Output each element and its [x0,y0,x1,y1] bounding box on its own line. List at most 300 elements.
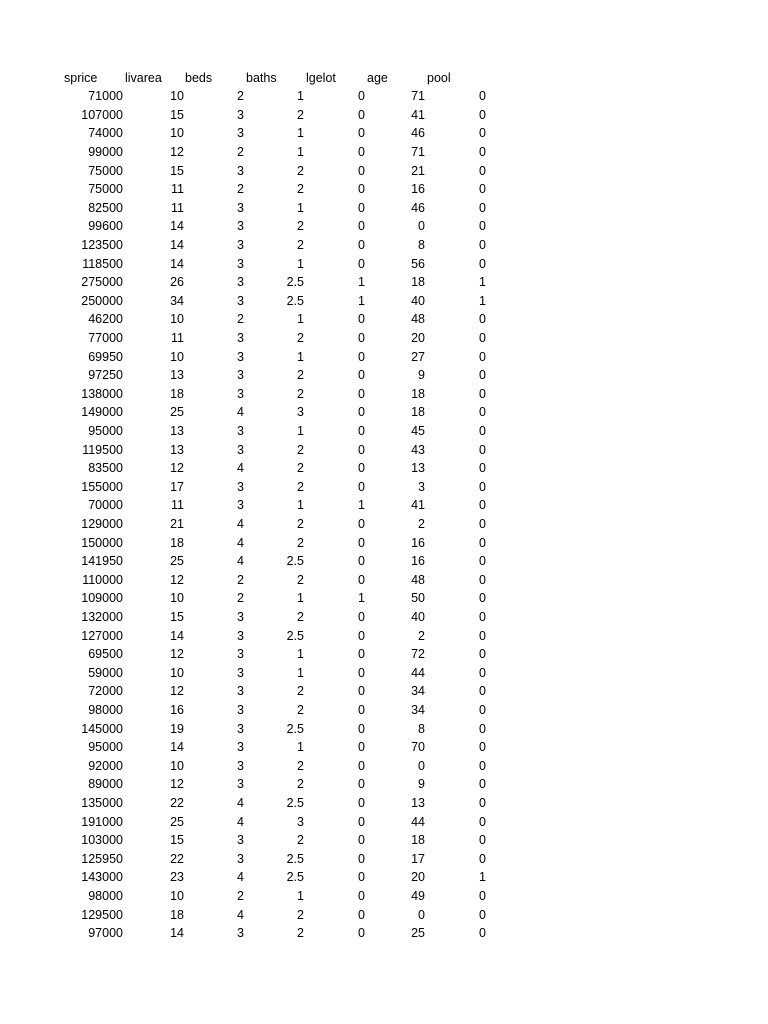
cell-age: 71 [411,89,425,104]
cell-beds: 4 [237,795,244,810]
cell-beds: 3 [237,721,244,736]
table-row [0,794,768,813]
table-row [0,589,768,608]
cell-baths: 2 [297,758,304,773]
cell-age: 17 [411,851,425,866]
cell-pool: 0 [479,107,486,122]
cell-baths: 2 [297,535,304,550]
cell-baths: 2.5 [286,870,304,885]
cell-beds: 2 [237,591,244,606]
cell-pool: 0 [479,349,486,364]
cell-baths: 1 [297,591,304,606]
table-row [0,552,768,571]
cell-beds: 4 [237,870,244,885]
table-row [0,403,768,422]
cell-livarea: 17 [170,479,184,494]
cell-beds: 3 [237,293,244,308]
cell-beds: 3 [237,163,244,178]
table-row [0,738,768,757]
cell-baths: 2 [297,926,304,941]
cell-pool: 0 [479,368,486,383]
cell-sprice: 95000 [88,740,123,755]
cell-sprice: 46200 [88,312,123,327]
cell-age: 34 [411,684,425,699]
cell-baths: 3 [297,405,304,420]
cell-baths: 1 [297,312,304,327]
cell-pool: 0 [479,702,486,717]
cell-lgelot: 0 [358,163,365,178]
cell-livarea: 21 [170,516,184,531]
cell-age: 20 [411,330,425,345]
cell-baths: 2 [297,907,304,922]
cell-livarea: 14 [170,926,184,941]
cell-sprice: 103000 [81,833,123,848]
cell-lgelot: 0 [358,628,365,643]
header-lgelot: lgelot [306,70,336,85]
table-row [0,534,768,553]
cell-pool: 0 [479,423,486,438]
cell-beds: 3 [237,740,244,755]
table-row [0,162,768,181]
cell-age: 20 [411,870,425,885]
cell-sprice: 97250 [88,368,123,383]
cell-livarea: 14 [170,740,184,755]
cell-baths: 1 [297,423,304,438]
cell-baths: 1 [297,200,304,215]
cell-lgelot: 0 [358,535,365,550]
cell-livarea: 16 [170,702,184,717]
cell-sprice: 59000 [88,665,123,680]
cell-sprice: 129000 [81,516,123,531]
cell-age: 2 [418,628,425,643]
cell-pool: 0 [479,554,486,569]
table-row [0,310,768,329]
table-row [0,701,768,720]
cell-lgelot: 0 [358,200,365,215]
cell-baths: 2.5 [286,628,304,643]
header-livarea: livarea [125,70,162,85]
cell-baths: 2.5 [286,721,304,736]
cell-lgelot: 0 [358,721,365,736]
cell-livarea: 12 [170,461,184,476]
cell-livarea: 10 [170,126,184,141]
cell-livarea: 12 [170,572,184,587]
cell-age: 21 [411,163,425,178]
table-row [0,924,768,943]
cell-age: 8 [418,721,425,736]
cell-sprice: 155000 [81,479,123,494]
cell-baths: 1 [297,498,304,513]
cell-lgelot: 0 [358,777,365,792]
table-row [0,106,768,125]
table-row [0,664,768,683]
cell-beds: 4 [237,461,244,476]
cell-pool: 0 [479,442,486,457]
table-row [0,906,768,925]
cell-livarea: 11 [171,200,184,215]
cell-livarea: 10 [170,591,184,606]
cell-age: 44 [411,665,425,680]
cell-beds: 4 [237,554,244,569]
table-row [0,329,768,348]
cell-lgelot: 0 [358,349,365,364]
cell-sprice: 99000 [88,144,123,159]
cell-baths: 1 [297,888,304,903]
cell-livarea: 10 [170,89,184,104]
cell-lgelot: 0 [358,330,365,345]
cell-sprice: 141950 [81,554,123,569]
cell-livarea: 13 [170,442,184,457]
cell-pool: 0 [479,237,486,252]
cell-pool: 0 [479,498,486,513]
cell-pool: 0 [479,758,486,773]
cell-beds: 3 [237,926,244,941]
cell-lgelot: 0 [358,386,365,401]
table-row [0,757,768,776]
cell-sprice: 95000 [88,423,123,438]
cell-sprice: 83500 [88,461,123,476]
cell-sprice: 107000 [81,107,123,122]
cell-sprice: 71000 [88,89,123,104]
cell-sprice: 97000 [88,926,123,941]
cell-age: 43 [411,442,425,457]
table-row [0,813,768,832]
cell-age: 13 [411,795,425,810]
cell-age: 0 [418,907,425,922]
cell-baths: 1 [297,144,304,159]
cell-pool: 0 [479,89,486,104]
cell-lgelot: 0 [358,740,365,755]
table-row [0,366,768,385]
cell-beds: 3 [237,330,244,345]
cell-pool: 0 [479,163,486,178]
table-row [0,831,768,850]
cell-baths: 2.5 [286,795,304,810]
cell-beds: 3 [237,107,244,122]
cell-pool: 0 [479,219,486,234]
table-row [0,87,768,106]
cell-sprice: 125950 [81,851,123,866]
cell-livarea: 25 [170,554,184,569]
cell-lgelot: 0 [358,870,365,885]
cell-sprice: 77000 [88,330,123,345]
cell-sprice: 109000 [81,591,123,606]
cell-livarea: 15 [170,833,184,848]
cell-beds: 4 [237,907,244,922]
cell-age: 70 [411,740,425,755]
cell-baths: 1 [297,740,304,755]
cell-baths: 2 [297,219,304,234]
cell-lgelot: 0 [358,665,365,680]
cell-beds: 2 [237,572,244,587]
cell-age: 48 [411,572,425,587]
cell-lgelot: 0 [358,833,365,848]
header-row [0,69,768,88]
cell-baths: 1 [297,647,304,662]
cell-pool: 0 [479,386,486,401]
cell-beds: 3 [237,349,244,364]
cell-beds: 3 [237,126,244,141]
cell-lgelot: 0 [358,814,365,829]
cell-age: 41 [411,498,425,513]
cell-pool: 0 [479,721,486,736]
table-row [0,868,768,887]
cell-beds: 3 [237,368,244,383]
cell-sprice: 89000 [88,777,123,792]
cell-livarea: 12 [170,777,184,792]
cell-baths: 2 [297,163,304,178]
header-beds: beds [185,70,213,85]
cell-sprice: 129500 [81,907,123,922]
cell-pool: 0 [479,814,486,829]
table-row [0,255,768,274]
cell-pool: 0 [479,572,486,587]
cell-pool: 0 [479,405,486,420]
cell-sprice: 99600 [88,219,123,234]
cell-pool: 0 [479,144,486,159]
cell-beds: 3 [237,423,244,438]
cell-livarea: 22 [170,795,184,810]
cell-age: 45 [411,423,425,438]
table-row [0,217,768,236]
cell-beds: 3 [237,647,244,662]
cell-lgelot: 0 [358,126,365,141]
cell-beds: 3 [237,386,244,401]
cell-livarea: 25 [170,814,184,829]
cell-sprice: 143000 [81,870,123,885]
cell-livarea: 15 [170,163,184,178]
cell-pool: 0 [479,647,486,662]
cell-baths: 1 [297,665,304,680]
cell-pool: 0 [479,795,486,810]
cell-sprice: 82500 [88,200,123,215]
table-row [0,887,768,906]
cell-age: 46 [411,126,425,141]
cell-baths: 2 [297,516,304,531]
table-row [0,571,768,590]
table-row [0,180,768,199]
cell-pool: 0 [479,330,486,345]
cell-lgelot: 0 [358,926,365,941]
cell-age: 27 [411,349,425,364]
cell-pool: 0 [479,777,486,792]
cell-pool: 0 [479,665,486,680]
cell-lgelot: 0 [358,423,365,438]
table-row [0,143,768,162]
cell-sprice: 110000 [82,572,123,587]
cell-sprice: 191000 [81,814,123,829]
header-age: age [367,70,388,85]
cell-age: 9 [418,777,425,792]
cell-pool: 0 [479,591,486,606]
cell-lgelot: 0 [358,516,365,531]
header-sprice: sprice [64,70,98,85]
table-row [0,682,768,701]
cell-pool: 0 [479,628,486,643]
cell-livarea: 10 [170,888,184,903]
cell-baths: 3 [297,814,304,829]
cell-beds: 3 [237,498,244,513]
cell-pool: 0 [479,516,486,531]
cell-sprice: 250000 [81,293,123,308]
cell-age: 3 [418,479,425,494]
table-row [0,422,768,441]
cell-livarea: 19 [170,721,184,736]
cell-beds: 3 [237,758,244,773]
cell-age: 18 [411,405,425,420]
cell-beds: 3 [237,237,244,252]
cell-sprice: 135000 [81,795,123,810]
cell-baths: 2 [297,702,304,717]
cell-beds: 3 [237,777,244,792]
cell-baths: 1 [297,126,304,141]
cell-sprice: 98000 [88,702,123,717]
cell-livarea: 10 [170,665,184,680]
cell-baths: 2 [297,833,304,848]
cell-lgelot: 1 [358,498,365,513]
table-row [0,627,768,646]
cell-baths: 2 [297,609,304,624]
cell-beds: 2 [237,144,244,159]
cell-sprice: 74000 [88,126,123,141]
cell-age: 34 [411,702,425,717]
cell-beds: 3 [237,219,244,234]
cell-livarea: 14 [170,628,184,643]
cell-age: 8 [418,237,425,252]
cell-sprice: 70000 [88,498,123,513]
cell-pool: 0 [479,461,486,476]
cell-livarea: 14 [170,237,184,252]
cell-pool: 0 [479,888,486,903]
cell-livarea: 12 [170,144,184,159]
cell-age: 50 [411,591,425,606]
cell-beds: 3 [237,256,244,271]
cell-baths: 2.5 [286,275,304,290]
cell-livarea: 23 [170,870,184,885]
cell-sprice: 92000 [88,758,123,773]
table-row [0,385,768,404]
header-baths: baths [246,70,277,85]
cell-beds: 4 [237,405,244,420]
cell-lgelot: 0 [358,312,365,327]
cell-baths: 2 [297,684,304,699]
cell-livarea: 25 [170,405,184,420]
cell-beds: 3 [237,479,244,494]
cell-sprice: 149000 [81,405,123,420]
cell-age: 0 [418,758,425,773]
cell-baths: 2 [297,442,304,457]
cell-pool: 1 [479,870,486,885]
cell-sprice: 118500 [82,256,123,271]
cell-livarea: 18 [170,386,184,401]
cell-pool: 0 [479,479,486,494]
table-row [0,273,768,292]
cell-lgelot: 0 [358,405,365,420]
cell-beds: 4 [237,814,244,829]
cell-lgelot: 0 [358,368,365,383]
cell-livarea: 12 [170,647,184,662]
cell-pool: 1 [479,293,486,308]
table-row [0,292,768,311]
cell-livarea: 11 [171,330,184,345]
cell-beds: 3 [237,609,244,624]
cell-livarea: 10 [170,312,184,327]
cell-sprice: 275000 [81,275,123,290]
table-row [0,236,768,255]
cell-pool: 0 [479,684,486,699]
cell-baths: 2 [297,368,304,383]
cell-lgelot: 0 [358,256,365,271]
cell-beds: 3 [237,833,244,848]
cell-sprice: 150000 [81,535,123,550]
cell-sprice: 69950 [88,349,123,364]
cell-sprice: 132000 [81,609,123,624]
cell-age: 18 [411,386,425,401]
cell-sprice: 75000 [88,163,123,178]
cell-beds: 3 [237,851,244,866]
table-row [0,124,768,143]
cell-baths: 2 [297,572,304,587]
cell-sprice: 138000 [81,386,123,401]
cell-livarea: 26 [170,275,184,290]
cell-age: 25 [411,926,425,941]
cell-sprice: 127000 [81,628,123,643]
cell-lgelot: 0 [358,237,365,252]
cell-lgelot: 0 [358,219,365,234]
cell-pool: 0 [479,126,486,141]
cell-lgelot: 0 [358,851,365,866]
cell-baths: 2.5 [286,851,304,866]
cell-lgelot: 0 [358,684,365,699]
cell-lgelot: 0 [358,107,365,122]
cell-beds: 3 [237,684,244,699]
cell-beds: 4 [237,516,244,531]
cell-baths: 2 [297,237,304,252]
cell-beds: 3 [237,665,244,680]
cell-pool: 1 [479,275,486,290]
cell-beds: 2 [237,89,244,104]
cell-livarea: 18 [170,907,184,922]
cell-age: 0 [418,219,425,234]
cell-baths: 2 [297,777,304,792]
cell-livarea: 14 [170,256,184,271]
table-row [0,478,768,497]
cell-livarea: 18 [170,535,184,550]
cell-beds: 2 [237,312,244,327]
cell-pool: 0 [479,926,486,941]
cell-pool: 0 [479,851,486,866]
cell-lgelot: 1 [358,275,365,290]
cell-sprice: 72000 [88,684,123,699]
cell-baths: 2.5 [286,293,304,308]
cell-livarea: 15 [170,107,184,122]
cell-lgelot: 0 [358,572,365,587]
table-row [0,850,768,869]
table-row [0,775,768,794]
cell-beds: 3 [237,275,244,290]
table-row [0,645,768,664]
cell-sprice: 75000 [88,182,123,197]
cell-livarea: 15 [170,609,184,624]
cell-livarea: 34 [170,293,184,308]
table-row [0,496,768,515]
cell-pool: 0 [479,609,486,624]
cell-beds: 3 [237,442,244,457]
cell-age: 41 [411,107,425,122]
cell-pool: 0 [479,907,486,922]
cell-lgelot: 0 [358,144,365,159]
cell-pool: 0 [479,256,486,271]
